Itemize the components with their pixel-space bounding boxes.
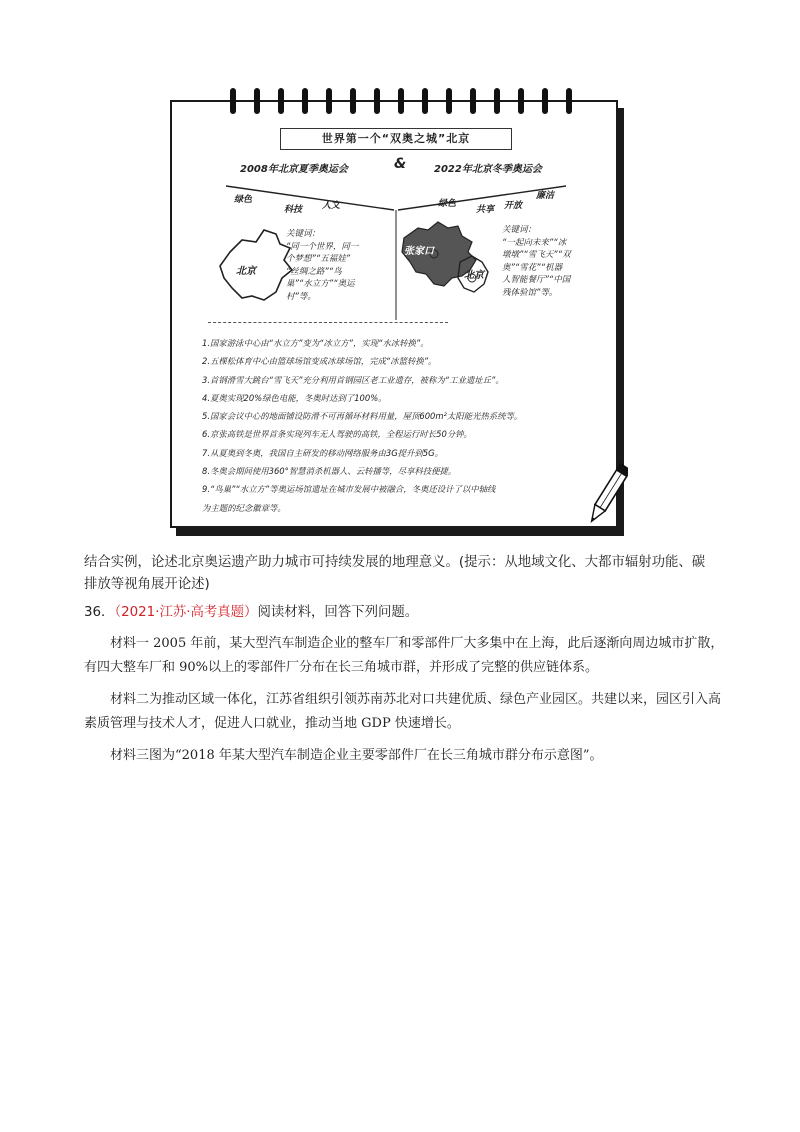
beijing-map-label: 北京 <box>236 266 256 277</box>
question-line: 排放等视角展开论述) <box>84 577 210 592</box>
fact-item: 4.夏奥实现20%绿色电能，冬奥时达到了100%。 <box>202 392 387 403</box>
facts-list <box>202 334 602 517</box>
keyword-line: 奥”“雪花”“机器 <box>502 262 563 273</box>
right-keywords <box>502 224 571 299</box>
section-divider <box>208 322 448 323</box>
left-header: 2008年北京夏季奥运会 <box>240 164 348 175</box>
fact-item: 为主题的纪念徽章等。 <box>202 502 286 513</box>
material-one: 材料一 2005 年前，某大型汽车制造企业的整车厂和零部件厂大多集中在上海，此后逐渐向周边城市扩散，有四大整车厂和 90%以上的零部件厂分布在长三角城市群，并形成了完整的供应链体系。 <box>84 636 724 675</box>
tag-green: 绿色 <box>438 199 457 209</box>
tag-tech: 科技 <box>284 205 303 215</box>
tag-humanity: 人文 <box>322 201 341 211</box>
tag-shared: 共享 <box>476 205 495 215</box>
notebook-paper <box>170 100 618 528</box>
fact-item: 5.国家会议中心的地面铺设防滑不可再循环材料用量，屋顶600m²太阳能光热系统等。 <box>202 411 523 422</box>
question-source: （2021·江苏·高考真题） <box>114 605 258 620</box>
fact-item: 3.首钢滑雪大跳台“雪飞天”充分利用首钢园区老工业遗存，被称为“工业遗址丘”。 <box>202 374 504 385</box>
keyword-line: 关键词： <box>502 225 537 235</box>
beijing-map <box>220 230 292 300</box>
fact-item: 9.“鸟巢”“水立方”等奥运场馆遗址在城市发展中被融合，冬奥还设计了以中轴线 <box>202 484 496 495</box>
keyword-line: “同一个世界，同一 <box>286 241 359 252</box>
pencil-icon <box>588 460 628 530</box>
beijing-olympics-figure <box>170 100 632 540</box>
zhangjiakou-map-label: 张家口 <box>404 246 434 257</box>
question-36-header <box>84 602 418 624</box>
fact-item: 6.京张高铁是世界首条实现列车无人驾驶的高铁，全程运行时长50分钟。 <box>202 429 472 440</box>
keyword-line: “一起向未来”“冰 <box>502 237 567 248</box>
figure-title: 世界第一个“双奥之城”北京 <box>280 128 512 150</box>
right-header: 2022年北京冬季奥运会 <box>434 164 542 175</box>
keyword-line: 巢”“水立方”“奥运 <box>286 279 355 289</box>
ampersand: & <box>394 156 407 172</box>
tag-green: 绿色 <box>234 195 253 205</box>
question-line: 结合实例，论述北京奥运遗产助力城市可持续发展的地理意义。(提示：从地域文化、大都市辐射功能、碳 <box>84 555 706 570</box>
keyword-line: 关键词： <box>286 229 321 239</box>
material-three: 材料三图为“2018 年某大型汽车制造企业主要零部件厂在长三角城市群分布示意图”。 <box>110 748 603 763</box>
keyword-line: 残体验馆”等。 <box>502 287 558 298</box>
fact-item: 2.五棵松体育中心由篮球场馆变成冰球场馆，完成“冰篮转换”。 <box>202 356 437 367</box>
left-keywords <box>286 228 358 303</box>
keyword-line: 村”等。 <box>286 291 316 302</box>
tag-open: 开放 <box>504 201 523 211</box>
question-instruction: 阅读材料，回答下列问题。 <box>257 605 419 620</box>
fact-item: 7.从夏奥到冬奥，我国自主研发的移动网络服务由3G提升到5G。 <box>202 447 444 458</box>
question-prompt <box>84 552 724 596</box>
tag-clean: 廉洁 <box>536 191 555 201</box>
fact-item: 8.冬奥会期间使用360°智慧消杀机器人、云转播等，尽享科技便捷。 <box>202 466 457 477</box>
keyword-line: 个梦想”“五福娃” <box>286 254 351 264</box>
fact-item: 1.国家游泳中心由“水立方”变为“冰立方”，实现“水冰转换”。 <box>202 338 429 348</box>
beijing-map-label: 北京 <box>464 270 484 281</box>
keyword-line: 墩墩”“雪飞天”“双 <box>502 250 571 260</box>
keyword-line: 人智能餐厅”“中国 <box>502 275 571 285</box>
material-two: 材料二为推动区域一体化，江苏省组织引领苏南苏北对口共建优质、绿色产业园区。共建以来，园区引入高素质管理与技术人才，促进人口就业，推动当地 GDP 快速增长。 <box>84 692 722 731</box>
question-number: 36． <box>84 605 115 620</box>
keyword-line: “丝绸之路”“鸟 <box>286 266 342 277</box>
